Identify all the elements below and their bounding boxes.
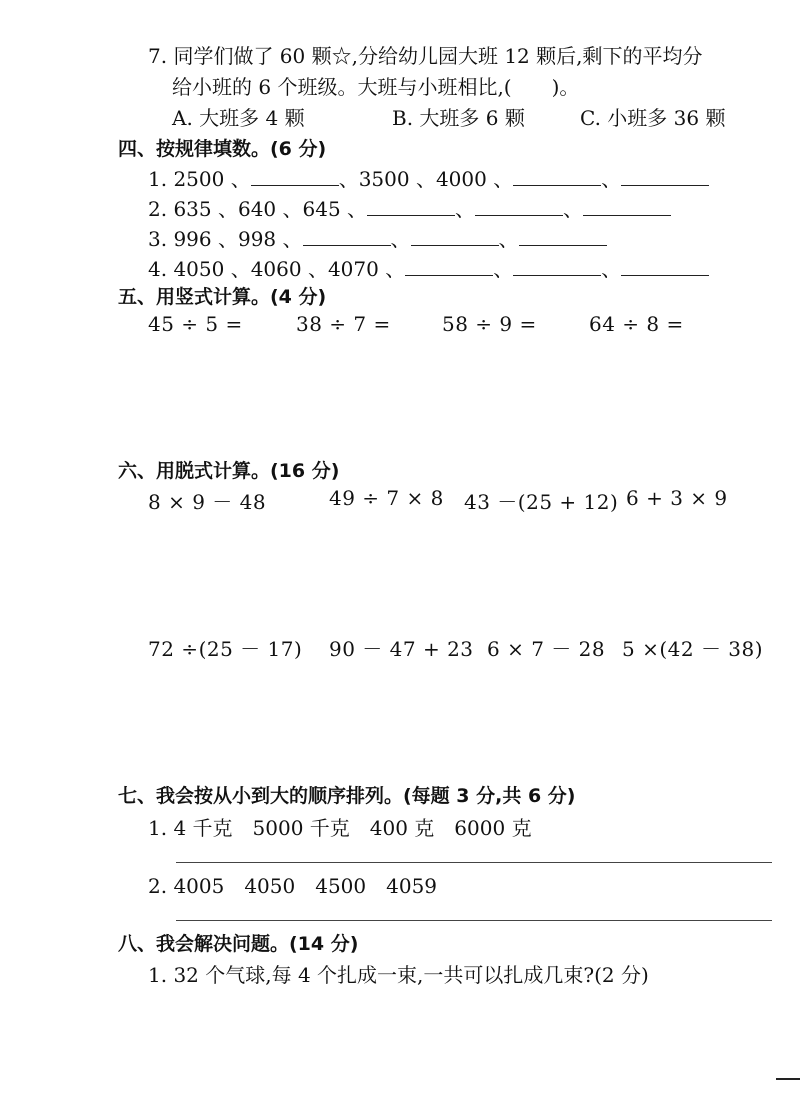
pattern-blank[interactable] <box>621 257 709 276</box>
section-6-heading: 六、用脱式计算。(16 分) <box>118 460 340 482</box>
vertical-calc-2: 38 ÷ 7 = <box>296 312 391 336</box>
pattern-row-2-sep1: 、 <box>455 197 476 221</box>
pattern-row-4 <box>148 253 709 282</box>
pattern-blank[interactable] <box>519 227 607 246</box>
pattern-row-3-prefix: 3. 996 、998 、 <box>148 227 303 251</box>
pattern-row-4-sep2: 、 <box>601 257 622 281</box>
order-item-1: 1. 4 千克 5000 千克 400 克 6000 克 <box>148 816 532 840</box>
stepwise-calc-7: 6 × 7 － 28 <box>487 637 606 661</box>
pattern-row-3-sep1: 、 <box>390 227 411 251</box>
stepwise-calc-3: 43 －(25 + 12) <box>464 490 619 514</box>
q7-line2: 给小班的 6 个班级。大班与小班相比,( )。 <box>172 75 580 99</box>
stepwise-calc-4: 6 + 3 × 9 <box>626 486 728 510</box>
stepwise-calc-1: 8 × 9 － 48 <box>148 490 267 514</box>
section-8-heading: 八、我会解决问题。(14 分) <box>118 933 359 955</box>
vertical-calc-1: 45 ÷ 5 = <box>148 312 243 336</box>
section-5-heading: 五、用竖式计算。(4 分) <box>118 286 327 308</box>
word-problem-1: 1. 32 个气球,每 4 个扎成一束,一共可以扎成几束?(2 分) <box>148 963 649 987</box>
pattern-row-3-sep2: 、 <box>498 227 519 251</box>
pattern-blank[interactable] <box>513 257 601 276</box>
pattern-row-1-sep: 、 <box>601 167 622 191</box>
pattern-row-1-prefix: 1. 2500 、 <box>148 167 251 191</box>
section-4-heading: 四、按规律填数。(6 分) <box>118 138 327 160</box>
vertical-calc-3: 58 ÷ 9 = <box>442 312 537 336</box>
pattern-blank[interactable] <box>405 257 493 276</box>
pattern-blank[interactable] <box>475 197 563 216</box>
pattern-blank[interactable] <box>513 167 601 186</box>
pattern-blank[interactable] <box>367 197 455 216</box>
vertical-calc-4: 64 ÷ 8 = <box>589 312 684 336</box>
pattern-row-1-mid: 、3500 、4000 、 <box>338 167 514 191</box>
q7-option-b: B. 大班多 6 颗 <box>392 106 525 130</box>
q7-option-a: A. 大班多 4 颗 <box>172 106 305 130</box>
stepwise-calc-8: 5 ×(42 － 38) <box>622 637 764 661</box>
order-item-2: 2. 4005 4050 4500 4059 <box>148 874 438 898</box>
pattern-row-2-prefix: 2. 635 、640 、645 、 <box>148 197 368 221</box>
stepwise-calc-2: 49 ÷ 7 × 8 <box>329 486 444 510</box>
pattern-blank[interactable] <box>411 227 499 246</box>
q7-line1: 7. 同学们做了 60 颗☆,分给幼儿园大班 12 颗后,剩下的平均分 <box>148 44 703 68</box>
pattern-row-1 <box>148 163 709 192</box>
stepwise-calc-6: 90 － 47 + 23 <box>329 637 474 661</box>
pattern-row-4-prefix: 4. 4050 、4060 、4070 、 <box>148 257 406 281</box>
pattern-row-4-sep1: 、 <box>493 257 514 281</box>
pattern-blank[interactable] <box>621 167 709 186</box>
answer-line-1[interactable] <box>176 862 772 863</box>
q7-option-c: C. 小班多 36 颗 <box>580 106 726 130</box>
pattern-blank[interactable] <box>303 227 391 246</box>
pattern-blank[interactable] <box>251 167 339 186</box>
pattern-row-2 <box>148 193 671 222</box>
stepwise-calc-5: 72 ÷(25 － 17) <box>148 637 303 661</box>
answer-line-2[interactable] <box>176 920 772 921</box>
pattern-blank[interactable] <box>583 197 671 216</box>
pattern-row-3 <box>148 223 607 252</box>
section-7-heading: 七、我会按从小到大的顺序排列。(每题 3 分,共 6 分) <box>118 785 576 807</box>
page-edge-mark <box>776 1078 800 1080</box>
pattern-row-2-sep2: 、 <box>563 197 584 221</box>
